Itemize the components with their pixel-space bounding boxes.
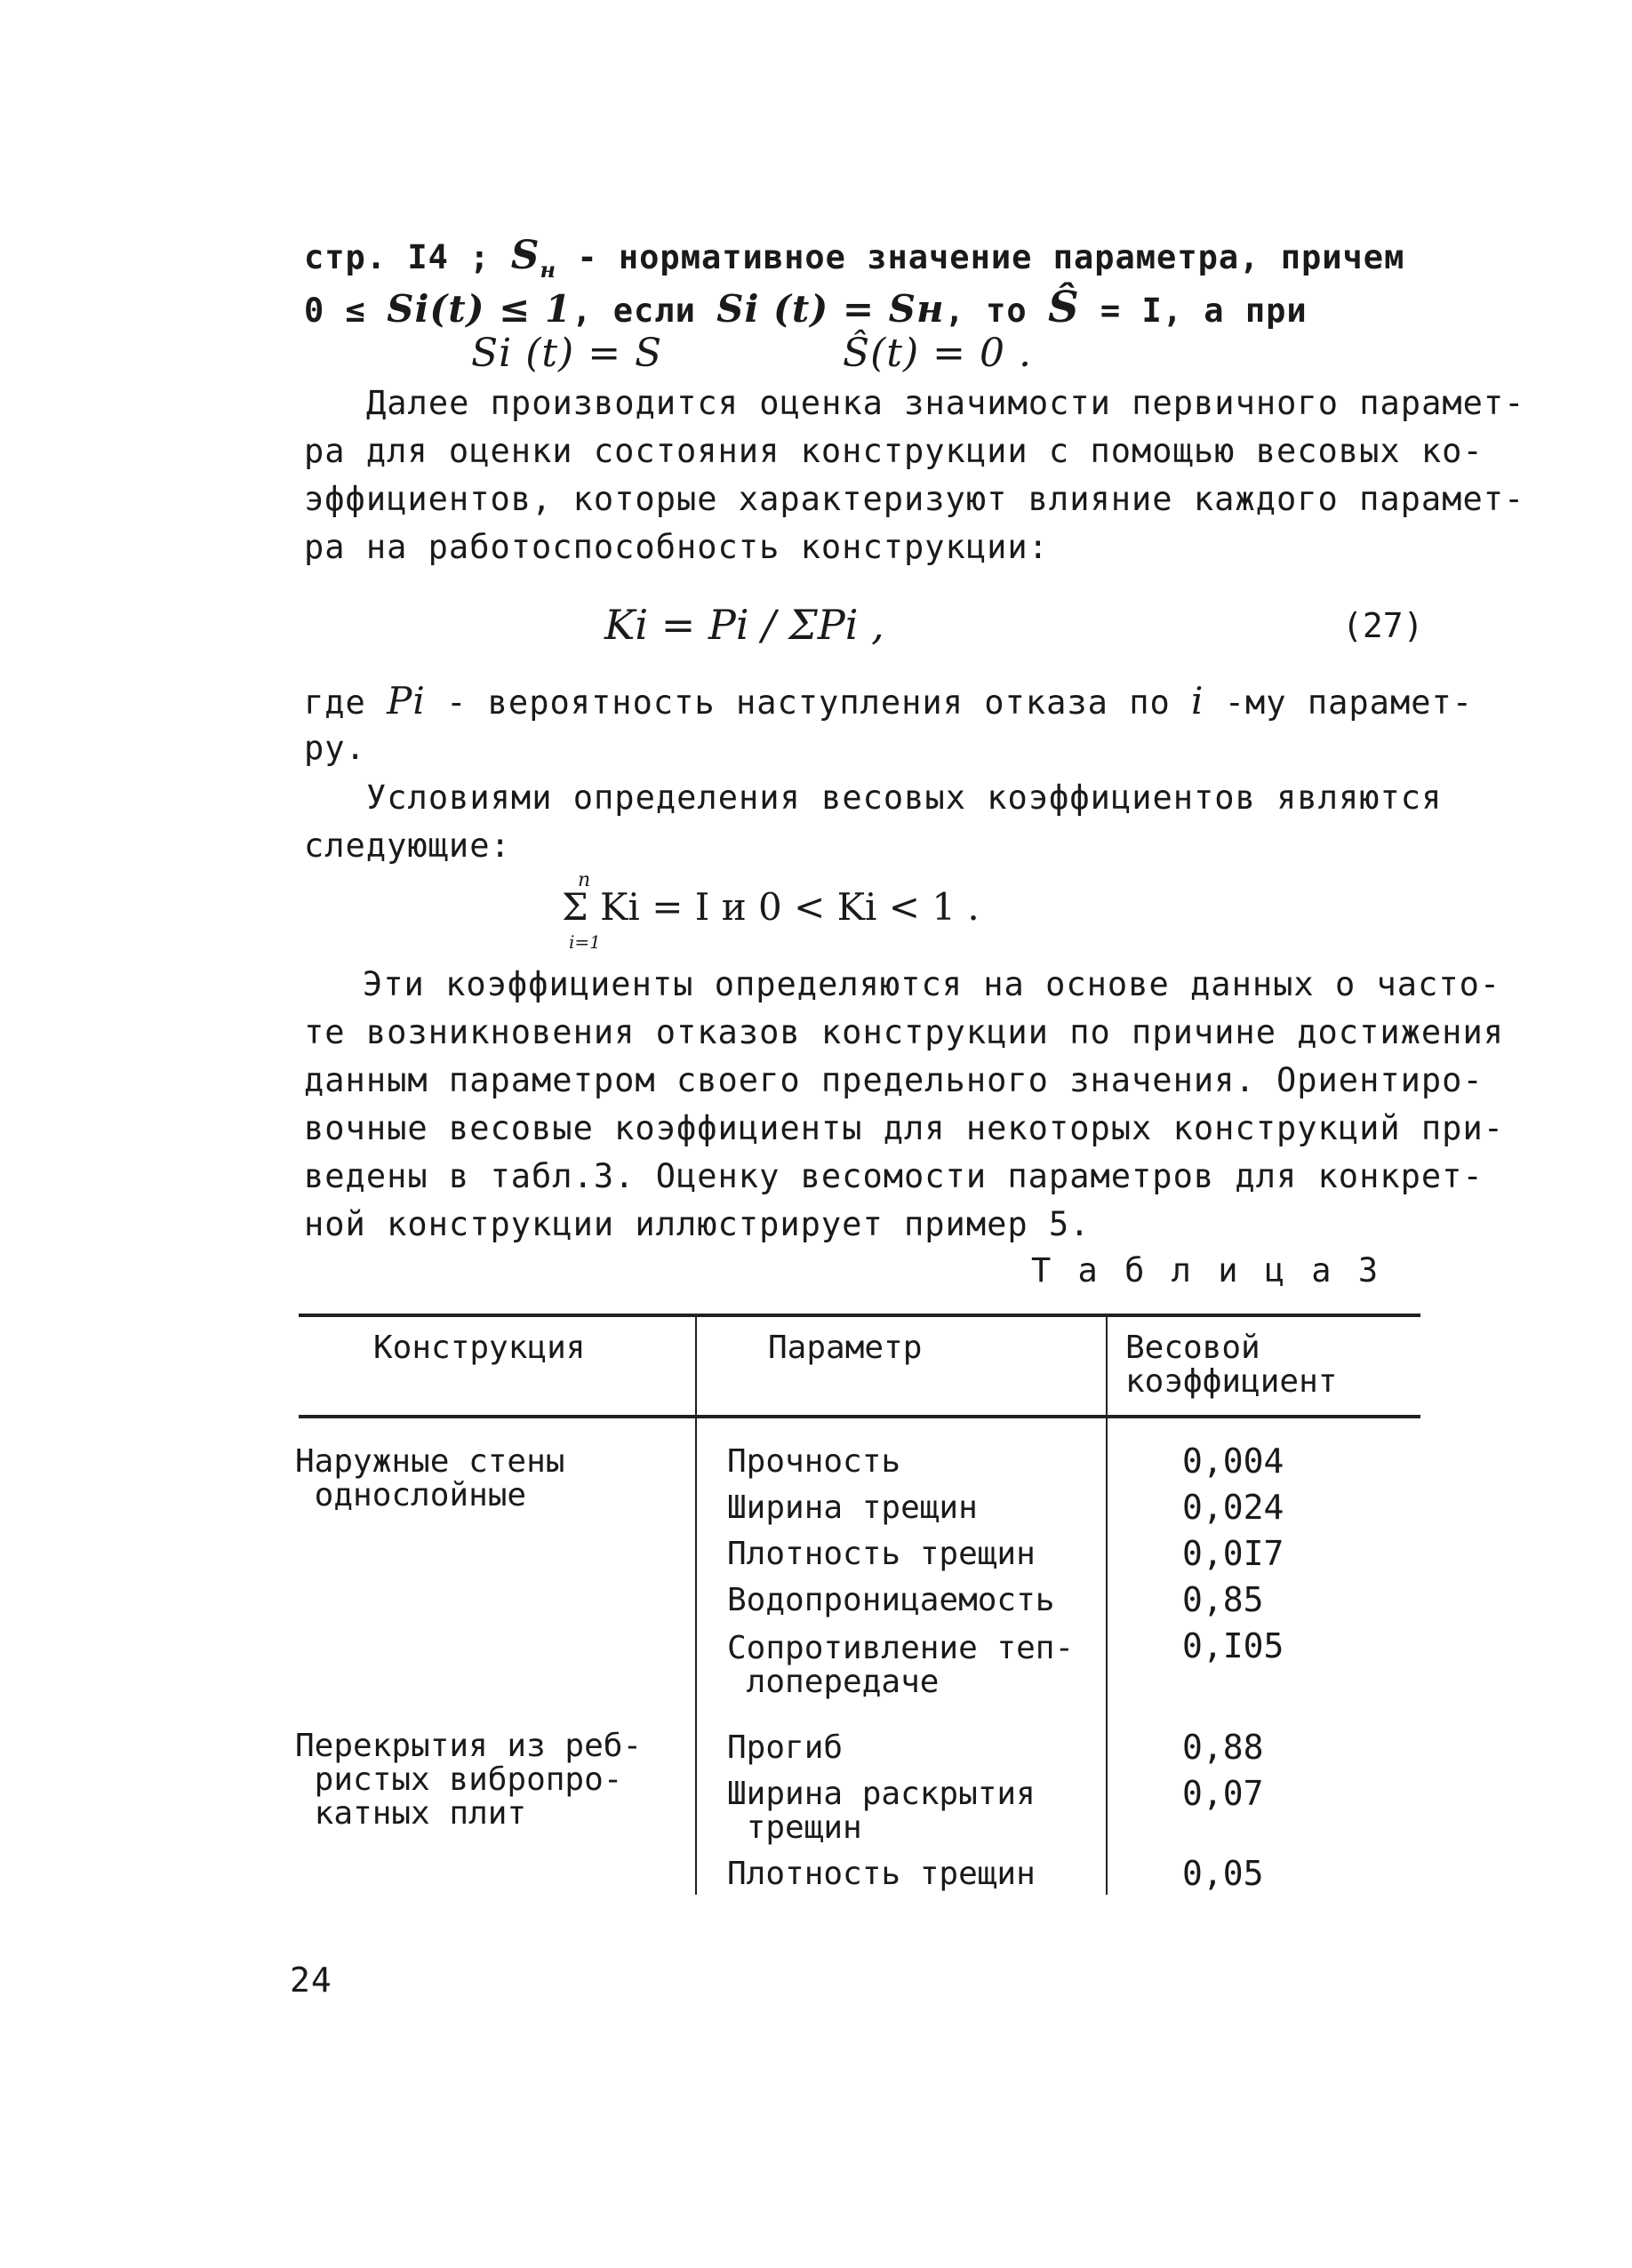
value-crack-density: 0,0I7 bbox=[1182, 1534, 1284, 1573]
value-crack-width: 0,024 bbox=[1182, 1488, 1284, 1527]
value-strength: 0,004 bbox=[1182, 1441, 1284, 1481]
where-line: где Pi - вероятность наступления отказа по i -му парамет- bbox=[304, 679, 1474, 723]
param-heat-resistance: Сопротивление теп- лопередаче bbox=[727, 1630, 1075, 1700]
equation-number: (27) bbox=[1342, 606, 1424, 645]
value-crack-density-2: 0,05 bbox=[1182, 1854, 1264, 1893]
intro-line-1 bbox=[304, 233, 1404, 283]
param-strength: Прочность bbox=[727, 1443, 901, 1480]
value-deflection: 0,88 bbox=[1182, 1728, 1264, 1767]
intro-line-3b bbox=[843, 331, 1032, 376]
table-header-rule bbox=[299, 1415, 1420, 1418]
construction-slabs: Перекрытия из реб- ристых вибропро- катных плит bbox=[295, 1728, 643, 1832]
condition-si: Si (t) = S bbox=[471, 331, 663, 376]
sum-sup: n bbox=[578, 869, 591, 891]
param-water-permeability: Водопроницаемость bbox=[727, 1582, 1055, 1618]
para1-line-1: Далее производится оценка значимости первичного парамет- bbox=[366, 384, 1525, 422]
header-construction: Конструкция bbox=[373, 1330, 586, 1366]
formula-sum bbox=[562, 869, 1095, 963]
intro-text-1: - нормативное значение параметра, причем bbox=[577, 238, 1405, 276]
para3-line-6: ной конструкции иллюстрирует пример 5. bbox=[304, 1205, 1091, 1243]
intro-line-3 bbox=[471, 331, 662, 376]
sum-sub: i=1 bbox=[569, 931, 601, 953]
param-crack-opening: Ширина раскрытия трещин bbox=[727, 1776, 1036, 1846]
para3-line-1: Эти коэффициенты определяются на основе данных о часто- bbox=[363, 965, 1501, 1003]
table-caption: Т а б л и ц а 3 bbox=[1031, 1251, 1382, 1290]
para1-line-3: эффициентов, которые характеризуют влияние каждого парамет- bbox=[304, 480, 1525, 518]
para1-line-4: ра на работоспособность конструкции: bbox=[304, 528, 1049, 566]
value-heat-resistance: 0,I05 bbox=[1182, 1626, 1284, 1665]
param-crack-density-2: Плотность трещин bbox=[727, 1856, 1036, 1892]
para2-line-2: следующие: bbox=[304, 827, 511, 865]
param-crack-width: Ширина трещин bbox=[727, 1489, 978, 1526]
table-top-rule bbox=[299, 1314, 1420, 1317]
where-line-2: ру. bbox=[304, 729, 366, 767]
value-water-permeability: 0,85 bbox=[1182, 1580, 1264, 1619]
construction-walls: Наружные стены однослойные bbox=[295, 1443, 565, 1513]
page-number: 24 bbox=[290, 1961, 332, 2000]
condition-shat: Ŝ(t) = 0 . bbox=[843, 331, 1032, 376]
para3-line-3: данным параметром своего предельного значения. Ориентиро- bbox=[304, 1061, 1484, 1099]
para3-line-4: вочные весовые коэффициенты для некоторых конструкций при- bbox=[304, 1109, 1505, 1147]
column-divider-1 bbox=[695, 1317, 697, 1895]
para1-line-2: ра для оценки состояния конструкции с помощью весовых ко- bbox=[304, 432, 1484, 470]
intro-ref: стр. I4 ; bbox=[304, 238, 491, 276]
value-crack-opening: 0,07 bbox=[1182, 1774, 1264, 1813]
param-deflection: Прогиб bbox=[727, 1729, 844, 1766]
para2-line-1: Условиями определения весовых коэффициентов являются bbox=[366, 779, 1443, 817]
header-coefficient: Весовой коэффициент bbox=[1125, 1330, 1338, 1400]
para3-line-5: ведены в табл.3. Оценку весомости параметров для конкрет- bbox=[304, 1157, 1484, 1195]
param-crack-density: Плотность трещин bbox=[727, 1536, 1036, 1572]
column-divider-2 bbox=[1106, 1317, 1108, 1895]
formula-27: Ki = Pi / ΣPi , bbox=[604, 601, 884, 649]
header-parameter: Параметр bbox=[768, 1330, 923, 1366]
sum-body: Σ Ki = I и 0 < Ki < 1 . bbox=[562, 885, 980, 929]
sn-symbol: $S_н$ bbox=[510, 233, 557, 283]
para3-line-2: те возникновения отказов конструкции по причине достижения bbox=[304, 1013, 1505, 1051]
intro-line-2: 0 ≤ Si(t) ≤ 1, если Si (t) = Sн, то Ŝ = I, а при bbox=[304, 283, 1308, 332]
